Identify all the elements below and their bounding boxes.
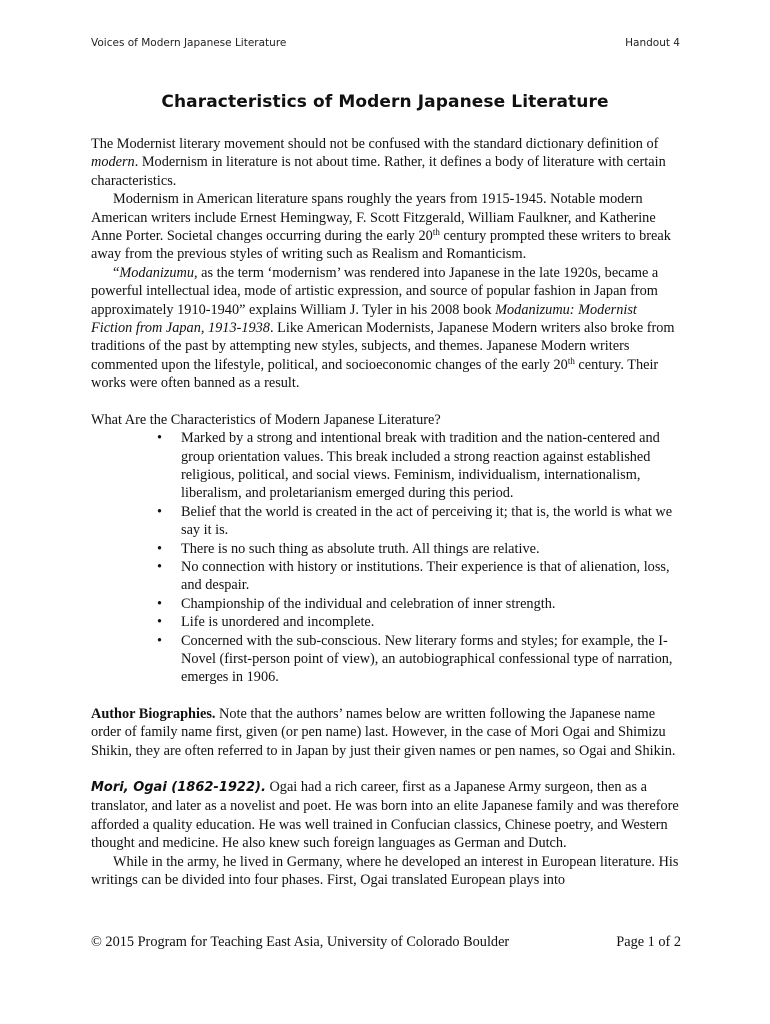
- mori-ogai-paragraph-2: While in the army, he lived in Germany, where he developed an interest in European literature. His writings can be divided into four phases. First, Ogai translated European plays into: [91, 853, 679, 889]
- bullet-icon: •: [157, 632, 163, 649]
- author-biographies-label: Author Biographies.: [91, 705, 216, 722]
- list-item: [157, 595, 681, 613]
- characteristics-heading: What Are the Characteristics of Modern Japanese Literature?: [91, 411, 441, 428]
- intro-paragraph-3: [91, 264, 681, 393]
- list-item-text: There is no such thing as absolute truth. All things are relative.: [181, 540, 540, 557]
- intro-p2-text-b: century prompted these writers to break away from the previous styles of writing such as Realism and Romanticism.: [91, 228, 671, 263]
- list-item: [157, 503, 681, 540]
- document-body: [91, 135, 681, 889]
- bullet-icon: •: [157, 540, 163, 557]
- intro-p3-book-title: Modanizumu: Modernist Fiction from Japan, 1913-1938: [91, 301, 637, 337]
- author-biographies-text: Note that the authors’ names below are written following the Japanese name order of family name first, given (or pen name) last. However, in the case of Mori Ogai and Shimizu Shikin, they are often referred to in Japan by just their given names or pen names, so Ogai and Shikin.: [91, 705, 676, 759]
- footer-page-number: Page 1 of 2: [616, 934, 681, 950]
- bullet-icon: •: [157, 503, 163, 520]
- intro-paragraph-1: [91, 135, 681, 190]
- intro-p3-text-b: . Like American Modernists, Japanese Modern writers also broke from traditions of the past by attempting new styles, subjects, and themes. Japanese Modern writers commented upon the lifestyle, political, and socioeconomic changes of the early 20: [91, 320, 675, 373]
- intro-p3-text-a: , as the term ‘modernism’ was rendered into Japanese in the late 1920s, became a powerful intellectual idea, mode of artistic expression, and source of popular fashion in Japan from approximately 1910-1940” explains William J. Tyler in his 2008 book: [91, 264, 659, 318]
- intro-p3-term-modanizumu: Modanizumu: [119, 264, 195, 281]
- bullet-icon: •: [157, 430, 163, 447]
- running-header-title: Voices of Modern Japanese Literature: [91, 37, 287, 49]
- list-item-text: Belief that the world is created in the act of perceiving it; that is, the world is what we say it is.: [181, 503, 673, 539]
- bullet-icon: •: [157, 595, 163, 612]
- mori-ogai-text-1: Ogai had a rich career, first as a Japanese Army surgeon, then as a translator, and later as a novelist and poet. He was born into an elite Japanese family and was therefore afforded a quality education. He was well trained in Confucian classics, Chinese poetry, and Western thought and medicine. He also knew such foreign languages as German and Dutch.: [91, 779, 679, 852]
- list-item-text: Marked by a strong and intentional break with tradition and the nation-centered and group orientation values. This break included a strong reaction against established religious, political, and social views. Feminism, individualism, internationalism, liberalism, and proletarianism emerged during this period.: [181, 430, 660, 502]
- list-item-text: Life is unordered and incomplete.: [181, 614, 375, 631]
- list-item: [157, 613, 681, 631]
- characteristics-list: [91, 429, 681, 687]
- author-biographies-paragraph: [91, 705, 681, 760]
- intro-p1-text-b: . Modernism in literature is not about time. Rather, it defines a body of literature with certain characteristics.: [91, 154, 666, 189]
- list-item-text: No connection with history or institutions. Their experience is that of alienation, loss, and despair.: [181, 558, 670, 594]
- intro-p3-superscript: th: [567, 355, 575, 366]
- footer-copyright: © 2015 Program for Teaching East Asia, University of Colorado Boulder: [91, 934, 510, 950]
- intro-p2-text-a: Modernism in American literature spans roughly the years from 1915-1945. Notable modern American writers include Ernest Hemingway, F. Scott Fitzgerald, William Faulkner, and Katherine Anne Porter. Societal changes occurring during the early 20: [91, 191, 656, 245]
- intro-p1-emphasis: modern: [91, 154, 135, 171]
- list-item: [157, 632, 681, 687]
- mori-ogai-heading: Mori, Ogai (1862-1922).: [91, 780, 266, 795]
- page-title: Characteristics of Modern Japanese Literature: [161, 92, 609, 112]
- list-item: [157, 429, 681, 503]
- running-header-handout-number: Handout 4: [625, 37, 680, 49]
- intro-p2-superscript: th: [432, 227, 440, 238]
- list-item: [157, 558, 681, 595]
- intro-p3-open-quote: “: [113, 264, 120, 281]
- intro-paragraph-2: [91, 190, 681, 264]
- bullet-icon: •: [157, 558, 163, 575]
- intro-p1-text-a: The Modernist literary movement should not be confused with the standard dictionary definition of: [91, 136, 659, 152]
- list-item-text: Concerned with the sub-conscious. New literary forms and styles; for example, the I-Novel (first-person point of view), an autobiographical confessional type of narration, emerges in 1906.: [181, 632, 673, 686]
- list-item-text: Championship of the individual and celebration of inner strength.: [181, 595, 556, 612]
- intro-p3-text-c: century. Their works were often banned as a result.: [91, 356, 659, 392]
- list-item: [157, 540, 681, 558]
- mori-ogai-paragraph-1: [91, 778, 681, 853]
- bullet-icon: •: [157, 614, 163, 631]
